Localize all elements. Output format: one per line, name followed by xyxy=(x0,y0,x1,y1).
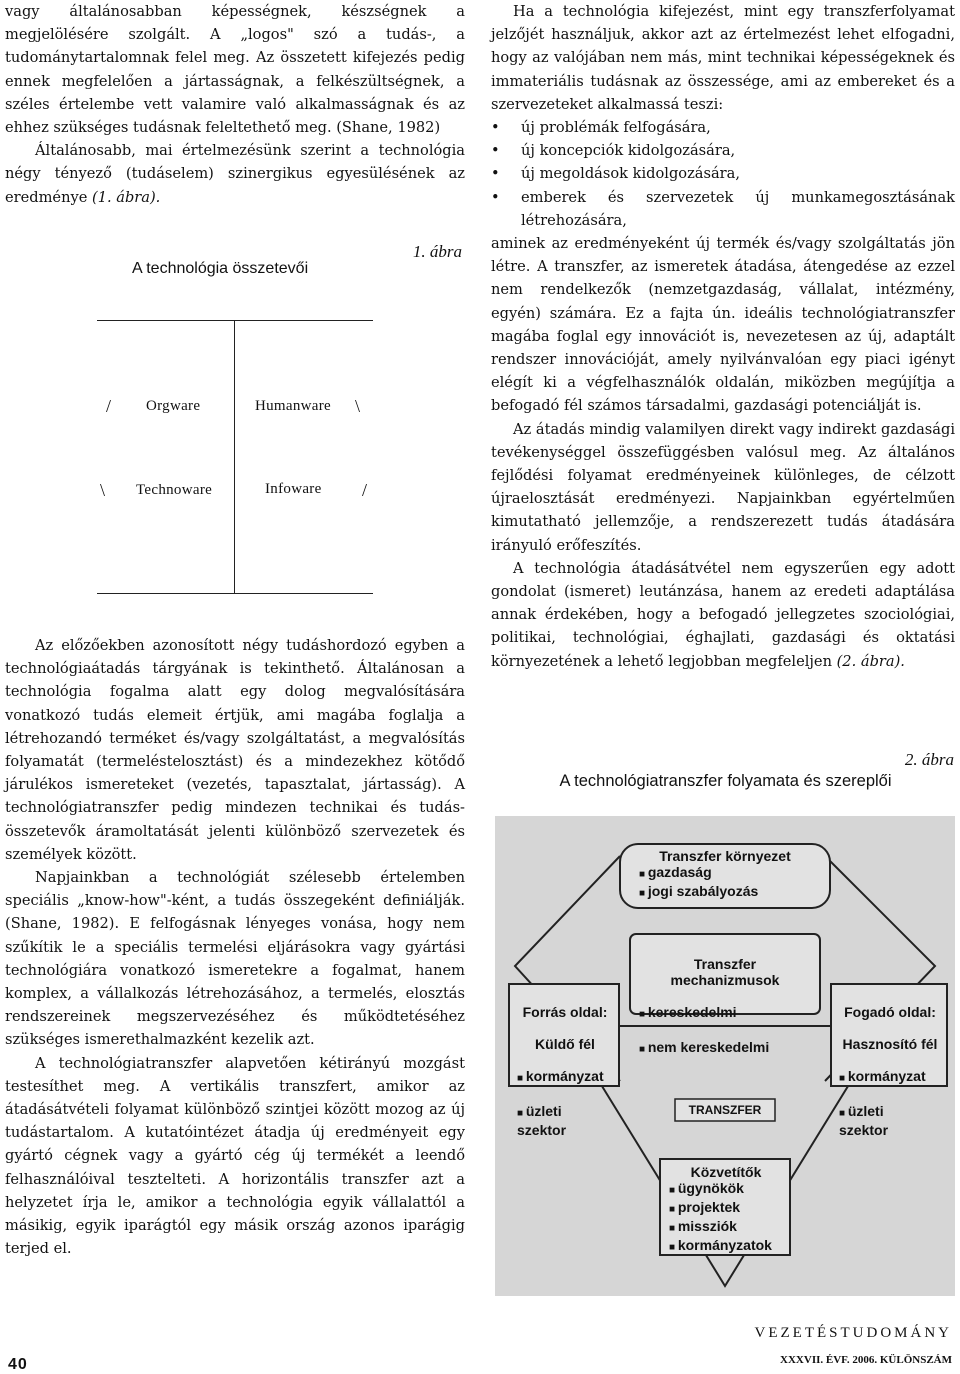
backslash-mark: \ xyxy=(100,480,106,500)
paragraph: Ha a technológia kifejezést, mint egy transzferfolyamat jelzőjét használjuk, akkor azt az értelmezést lehet elfogadni, hogy az valójában nem más, mint technikai képességeknek és immateriális tudásnak az összessége, ami az embereket és a szervezeteket alkalmassá teszi: xyxy=(491,3,955,113)
box-heading: Fogadó oldal: xyxy=(844,1004,936,1020)
paragraph-text: Általánosabb, mai értelmezésünk szerint a technológia négy tényező (tudáselem) szinergikus egyesülésének az eredménye xyxy=(5,142,465,206)
box-item: ■ gazdaság xyxy=(635,864,815,883)
box-item: ■ jogi szabályozás xyxy=(635,883,815,902)
box-subheading: Küldő fél xyxy=(535,1036,595,1052)
figure-reference: (1. ábra). xyxy=(92,188,161,206)
paragraph xyxy=(5,139,465,209)
box-item: ■ kormányzatok xyxy=(665,1237,787,1256)
paragraph: Napjainkban a technológiát szélesebb értelemben speciális „know-how"-ként, a tudás összegeként definiálják. (Shane, 1982). E felfogásnak lényeges vonása, hogy nem szűkítik le a speciális termelési eljárásokra vagy gyártási technológiára vonatkozó ismeretekre a fogalmat, hanem komplex, a vállalkozás létrehozásához, a termelés, elosztás rendszereinek megszervezéséhez és működtetéséhez szükséges ismerethalmazként kezelik azt. xyxy=(5,869,465,1049)
paragraph: vagy általánosabban képességnek, készségnek a megjelölésére szolgált. A „logos" szó a tudás-, a tudománytartalomnak felel meg. Az összetett kifejezés pedig ennek megfelelően a jártasságnak, a felkészültségnek, a széles értelembe vett valamire való alkalmasságnak és az ehhez szükséges tudásnak feleltethető meg. (Shane, 1982) xyxy=(5,3,465,137)
left-column-lower xyxy=(5,634,465,1260)
label-technoware: Technoware xyxy=(136,482,213,498)
box-item: ■ projektek xyxy=(665,1199,787,1218)
box-mediators xyxy=(665,1164,787,1256)
figure-1 xyxy=(0,238,470,633)
box-item: ■ kormányzat xyxy=(513,1068,617,1087)
box-transfer-environment xyxy=(635,848,815,902)
right-column xyxy=(491,0,955,673)
paragraph xyxy=(491,557,955,673)
box-item: ■ üzleti szektor xyxy=(835,1103,945,1138)
figure-line-vertical xyxy=(234,320,235,594)
box-heading: Transzfer környezet xyxy=(659,848,791,864)
paragraph: Az előzőekben azonosított négy tudáshordozó egyben a technológiaátadás tárgyának is tekinthető. Általánosan a technológia fogalma alatt egy dolog megvalósítására vonatkozó tudás elemeit értjük, ami magába foglalja a létrehozandó terméket és/vagy szolgáltatást, a megvalósítás folyamatát (termeléstelosztást) és a mindezekhez kötődő járulékos ismereteket (vezetés, tapasztalat, jártasság). A technológiatranszfer pedig mindezen technikai és tudás-összetevők áramoltatását jelenti különböző szervezetek és személyek között. xyxy=(5,637,465,863)
box-item: ■ nem kereskedelmi xyxy=(635,1039,815,1058)
paragraph: A technológiatranszfer alapvetően kétirányú mozgást testesíthet meg. A vertikális transzfert, amikor az átadásátvételi folyamat különböző szintjei között mozog az új tudástartalom. A kutatóintézet átadja új eredményeit egy gyártó cégnek vagy a gyártó cég új termékét a leendő felhasználóival tesztelteti. A horizontális transzfer azt a helyzetet írja le, amikor a technológia egyik vállalattól a másikig, egyik iparágtól egy másik ország azonos iparágig terjed el. xyxy=(5,1054,465,1258)
list-item: • új megoldások kidolgozására, xyxy=(491,162,955,185)
figure-number: 2. ábra xyxy=(904,750,954,769)
box-heading: Forrás oldal: xyxy=(522,1004,608,1020)
page-number: 40 xyxy=(8,1356,28,1373)
list-item: • emberek és szervezetek új munkamegosztásának létrehozására, xyxy=(491,186,955,232)
box-item: ■ ügynökök xyxy=(665,1180,787,1199)
left-column xyxy=(5,0,465,209)
transfer-label: TRANSZFER xyxy=(688,1103,762,1117)
transfer-diagram xyxy=(495,816,955,1296)
journal-name: VEZETÉSTUDOMÁNY xyxy=(754,1325,952,1341)
label-orgware: Orgware xyxy=(146,398,201,414)
figure-title: A technológia összetevői xyxy=(132,260,309,277)
figure-number: 1. ábra xyxy=(412,242,462,261)
box-transfer-mechanisms xyxy=(635,940,815,1074)
slash-mark: / xyxy=(362,480,368,500)
label-humanware: Humanware xyxy=(255,398,332,414)
figure-line-bottom xyxy=(97,593,373,594)
box-subheading: Hasznosító fél xyxy=(842,1036,938,1052)
paragraph: Az átadás mindig valamilyen direkt vagy indirekt gazdasági tevékenységgel összefüggésben valósul meg. Az általános fejlődési folyamat eredményeinek különleges, de célzott újraelosztását eredményezi. Napjainkban egyértelműen kimutatható jellemzője, a rendszerezett tudás átadására irányuló erőfeszítés. xyxy=(491,420,955,554)
list-item: • új koncepciók kidolgozására, xyxy=(491,139,955,162)
figure-title: A technológiatranszfer folyamata és szereplői xyxy=(559,772,892,790)
paragraph: aminek az eredményeként új termék és/vagy szolgáltatás jön létre. A transzfer, az ismeretek átadása, átengedése az ezzel nem rendelkezők (nemzetgazdaság, vállalat, intézmény, egyén) számára. Ez a fajta ún. ideális technológiatranszfer magába foglal egy innovációt is, nevezetesen az új, adaptált rendszer innovációját, amely nyilvánvalóan egy piaci igényt elégít ki a végfelhasználók oldalán, miközben megújítja a befogadó fél számos társadalmi, gazdasági potenciálját is. xyxy=(491,235,955,415)
bullet-list xyxy=(491,116,955,232)
paragraph-text: A technológia átadásátvétel nem egyszerűen egy adott gondolat (ismeret) leutánzása, hanem az eredeti adaptálása annak érdekében, hogy a befogadó jellegzetes szociológiai, politikai, technológiai, éghajlati, gazdasági és oktatási környezetének a lehető legjobban megfeleljen xyxy=(491,559,955,670)
box-item: ■ üzleti szektor xyxy=(513,1103,617,1138)
box-item: ■ missziók xyxy=(665,1218,787,1237)
box-receiver-side xyxy=(835,988,945,1154)
slash-mark: / xyxy=(106,396,112,416)
box-item: ■ kereskedelmi xyxy=(635,1004,815,1023)
list-item: • új problémák felfogására, xyxy=(491,116,955,139)
figure-line-top xyxy=(97,320,373,321)
journal-issue: XXXVII. ÉVF. 2006. KÜLÖNSZÁM xyxy=(780,1354,952,1366)
box-source-side xyxy=(513,988,617,1154)
figure-reference: (2. ábra). xyxy=(836,652,905,670)
box-item: ■ kormányzat xyxy=(835,1068,945,1087)
box-heading: Közvetítők xyxy=(690,1164,762,1180)
figure-2 xyxy=(491,750,960,1253)
label-infoware: Infoware xyxy=(265,481,322,497)
backslash-mark: \ xyxy=(355,396,361,416)
box-heading: Transzfer mechanizmusok xyxy=(670,956,780,988)
